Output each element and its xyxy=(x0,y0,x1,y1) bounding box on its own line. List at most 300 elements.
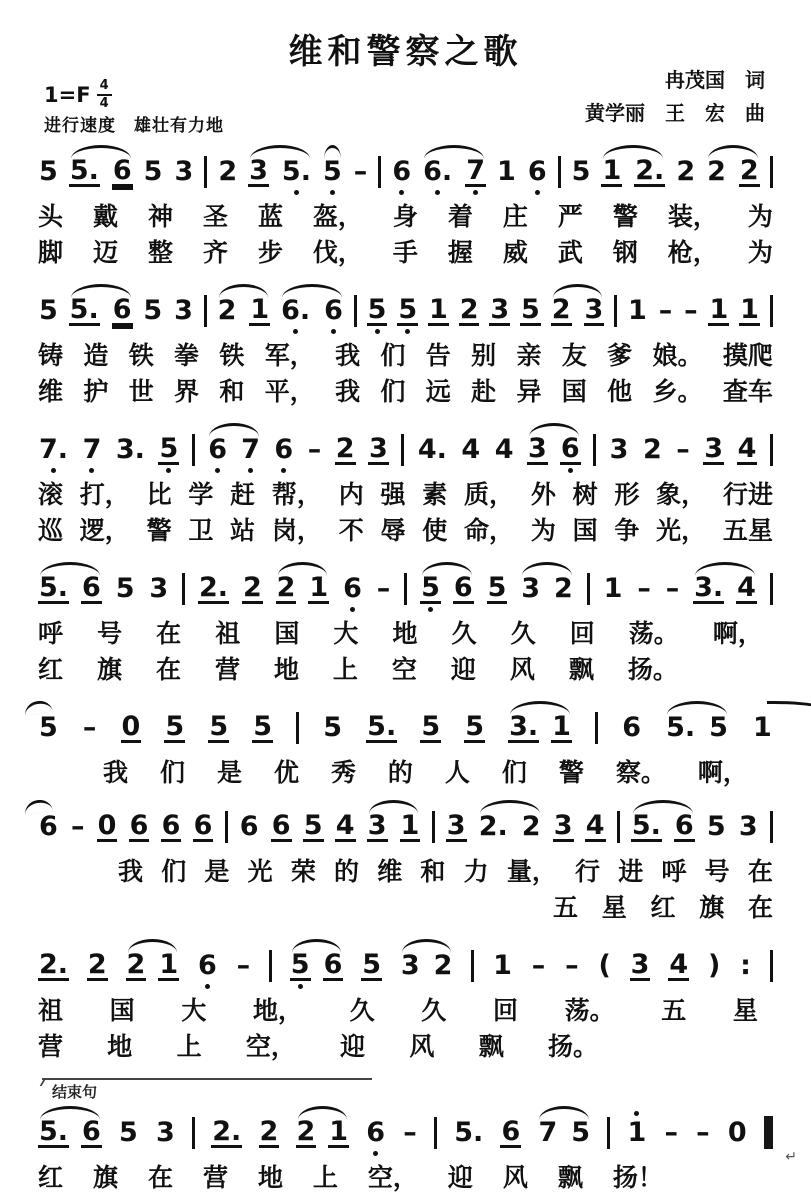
lyric-syllable: 我 xyxy=(118,858,144,886)
lyric-syllable: 荡。 xyxy=(564,997,615,1025)
note-number: 5 xyxy=(159,433,179,464)
note xyxy=(693,562,724,615)
barline xyxy=(595,712,598,744)
octave-dot-below xyxy=(215,465,220,476)
note-number: 5. xyxy=(666,712,696,743)
note xyxy=(492,939,513,992)
octave-dot-below xyxy=(473,187,478,198)
note-number: 7 xyxy=(241,434,260,465)
lyric-syllable: 光 xyxy=(247,858,273,886)
lyric-syllable: 优 xyxy=(273,759,299,787)
dot xyxy=(634,1111,639,1116)
note-number: 3 xyxy=(704,433,724,464)
note xyxy=(459,284,480,337)
lyric-row xyxy=(38,756,773,790)
note xyxy=(207,423,228,476)
note-number: 1 xyxy=(709,294,729,325)
lyric-syllable: 学 xyxy=(188,481,214,509)
note xyxy=(674,800,695,853)
note-number: – xyxy=(531,950,546,981)
note-number: 5 xyxy=(571,1117,591,1148)
lyric-syllable: 是 xyxy=(204,858,230,886)
note xyxy=(630,939,651,992)
lyric-syllable: 庄 xyxy=(502,203,528,231)
note-number: 6 xyxy=(274,434,294,465)
lyric-syllable: 友 xyxy=(561,342,587,370)
lyric-syllable: 的 xyxy=(387,759,413,787)
barline xyxy=(770,156,773,188)
octave-dot-below xyxy=(166,465,171,476)
note xyxy=(736,562,757,615)
barline xyxy=(192,1117,195,1149)
note xyxy=(663,1106,679,1159)
time-signature-numerator: 4 xyxy=(97,79,112,96)
lyric-syllable: 力 xyxy=(463,858,489,886)
barline xyxy=(617,811,620,843)
note xyxy=(259,1106,280,1159)
note xyxy=(239,800,260,853)
note xyxy=(527,423,548,476)
lyric-syllable: 祖 xyxy=(215,620,241,648)
lyric-syllable: 飘 xyxy=(557,1164,583,1192)
note-number: 2 xyxy=(707,156,726,187)
dot xyxy=(399,190,404,195)
note xyxy=(197,939,218,992)
note-number: – xyxy=(684,295,698,326)
notes-row xyxy=(38,284,773,337)
note xyxy=(402,1106,418,1159)
note-number: 2 xyxy=(554,573,573,604)
dot xyxy=(51,468,56,473)
octave-dot-below xyxy=(331,326,336,337)
lyric-syllable: 地 xyxy=(257,1164,283,1192)
note xyxy=(707,939,721,992)
lyric-syllable: 在 xyxy=(747,858,773,886)
system-2 xyxy=(38,284,773,409)
dot xyxy=(428,607,433,612)
note xyxy=(242,562,263,615)
note-number: – xyxy=(82,712,97,743)
note-number: 3 xyxy=(149,573,169,604)
lyric-syllable: 们 xyxy=(380,378,406,406)
note-number: 2 xyxy=(433,950,453,981)
note xyxy=(115,423,146,476)
note xyxy=(308,562,329,615)
octave-dot-below xyxy=(298,981,303,992)
note xyxy=(342,562,363,615)
note-number: 3 xyxy=(521,573,541,604)
note xyxy=(737,423,758,476)
dot xyxy=(205,984,210,989)
slur-group xyxy=(601,145,665,198)
lyric-syllable: 岗， xyxy=(271,517,322,545)
note-number: 5 xyxy=(571,156,591,187)
lyric-syllable: 迎 xyxy=(340,1033,366,1061)
lyric-syllable: 回 xyxy=(569,620,595,648)
lyric-row xyxy=(38,855,773,889)
slur-group xyxy=(520,562,574,615)
lyric-row xyxy=(38,617,773,651)
note-number: 6 xyxy=(82,1116,101,1147)
note xyxy=(38,800,59,853)
system-5 xyxy=(38,701,773,790)
barline xyxy=(434,1117,437,1149)
note-number: 5 xyxy=(119,1117,138,1148)
note-number: 6 xyxy=(208,434,228,465)
note-number: 5 xyxy=(421,711,441,742)
lyric-syllable: 地， xyxy=(252,997,303,1025)
note xyxy=(665,701,696,754)
dot xyxy=(435,190,440,195)
note xyxy=(708,701,729,754)
note-number: 6. xyxy=(281,295,311,326)
note-number: 5 xyxy=(115,573,135,604)
note xyxy=(683,284,699,337)
note-number: 4 xyxy=(494,434,514,465)
barline xyxy=(225,811,228,843)
barline xyxy=(204,156,207,188)
note-number: 6. xyxy=(423,156,453,187)
note xyxy=(417,423,448,476)
octave-dot-below xyxy=(248,465,253,476)
note xyxy=(658,284,674,337)
slur-group xyxy=(537,1106,591,1159)
dot xyxy=(350,607,355,612)
note xyxy=(428,284,449,337)
lyric-syllable: 军， xyxy=(264,342,315,370)
composer-credit: 黄学丽 王 宏 曲 xyxy=(585,103,765,125)
note xyxy=(675,145,696,198)
note-number: 2. xyxy=(199,572,229,603)
note xyxy=(551,701,572,754)
note xyxy=(487,562,508,615)
note xyxy=(465,145,486,198)
lyric-syllable: 啊， xyxy=(697,759,748,787)
note-number: 2. xyxy=(212,1116,242,1147)
dot xyxy=(215,468,220,473)
note xyxy=(400,800,421,853)
note-number: 6 xyxy=(392,156,412,187)
lyric-syllable: 量， xyxy=(506,858,557,886)
note-number: 1 xyxy=(552,711,571,742)
note xyxy=(38,562,69,615)
barline xyxy=(770,295,773,327)
lyric-syllable: 们 xyxy=(159,759,185,787)
note-number: – xyxy=(376,573,391,604)
note-number: 0 xyxy=(727,1117,747,1148)
lyric-syllable: 远 xyxy=(425,378,451,406)
note xyxy=(276,562,297,615)
note-number: 5 xyxy=(143,295,163,326)
slur-group xyxy=(248,145,312,198)
system-8 xyxy=(38,1078,773,1195)
note xyxy=(307,423,323,476)
slur-group xyxy=(38,1106,102,1159)
note-number: 1 xyxy=(753,712,772,743)
lyric-syllable: 五 xyxy=(553,894,579,922)
note-number: 6 xyxy=(39,811,58,842)
lyric-syllable: 警 xyxy=(558,759,584,787)
octave-dot-below xyxy=(51,465,56,476)
note xyxy=(97,800,118,853)
lyric-syllable: 地 xyxy=(107,1033,133,1061)
lyric-syllable: 形 xyxy=(614,481,640,509)
note-number: 1 xyxy=(740,294,759,325)
note xyxy=(38,701,59,754)
note-number: 2. xyxy=(39,949,69,980)
note-number: 5. xyxy=(69,294,99,325)
lyric-row xyxy=(38,653,773,687)
note-number: 3 xyxy=(249,155,268,186)
dot xyxy=(405,329,410,334)
note xyxy=(500,1106,521,1159)
lyric-row xyxy=(38,478,773,512)
lyric-syllable: 握 xyxy=(447,239,473,267)
notes-row xyxy=(38,423,773,476)
lyric-syllable: 营 xyxy=(202,1164,228,1192)
note xyxy=(81,562,102,615)
note xyxy=(155,1106,176,1159)
note-number: 3 xyxy=(553,810,573,841)
lyric-syllable: 使 xyxy=(422,517,448,545)
slur-group xyxy=(38,562,102,615)
note xyxy=(397,284,418,337)
note-number: 3. xyxy=(115,434,145,465)
lyric-syllable: 呼 xyxy=(661,858,687,886)
lyric-syllable: 地 xyxy=(392,620,418,648)
note xyxy=(564,939,580,992)
time-signature-denominator: 4 xyxy=(99,96,109,112)
note xyxy=(81,1106,102,1159)
note-number: 5. xyxy=(281,156,311,187)
lyric-syllable: 维 xyxy=(377,858,403,886)
slur-group xyxy=(207,423,261,476)
lyric-syllable: 扬。 xyxy=(627,656,678,684)
lyric-syllable: 告 xyxy=(425,342,451,370)
note xyxy=(271,800,292,853)
octave-dot-below xyxy=(350,604,355,615)
lyric-row xyxy=(38,200,773,234)
note-number: 5 xyxy=(487,572,507,603)
slur-group xyxy=(508,701,572,754)
note xyxy=(636,562,652,615)
lyric-syllable: 星 xyxy=(732,997,758,1025)
note xyxy=(626,1106,647,1159)
note-number: 2 xyxy=(259,1116,279,1147)
barline xyxy=(296,712,299,744)
lyric-syllable: 和 xyxy=(219,378,245,406)
note xyxy=(621,701,642,754)
slur-group xyxy=(126,939,180,992)
note-number: 5 xyxy=(362,949,382,980)
barline xyxy=(404,573,407,605)
lyric-syllable: 别 xyxy=(471,342,497,370)
note xyxy=(520,284,541,337)
credits xyxy=(585,65,765,131)
note xyxy=(422,145,453,198)
lyric-syllable: 枪， xyxy=(667,239,718,267)
lyric-syllable: 蓝 xyxy=(257,203,283,231)
note-number: 6 xyxy=(324,295,343,326)
note-number: 5 xyxy=(290,949,310,980)
note xyxy=(446,800,467,853)
lyric-syllable: 飘 xyxy=(568,656,594,684)
note xyxy=(752,701,773,754)
lyric-syllable: 他 xyxy=(607,378,633,406)
lyric-syllable: 旗 xyxy=(92,1164,118,1192)
note-number: 2 xyxy=(551,294,571,325)
note-number: 5. xyxy=(631,810,661,841)
note xyxy=(560,423,581,476)
lyric-syllable: 行进 xyxy=(722,481,773,509)
octave-dot-below xyxy=(399,187,404,198)
octave-dot-below xyxy=(89,465,94,476)
lyric-syllable: 在 xyxy=(147,1164,173,1192)
barline xyxy=(269,950,272,982)
octave-dot-below xyxy=(373,1148,378,1159)
lyric-syllable: 平， xyxy=(264,378,315,406)
note-number: 2 xyxy=(739,155,759,186)
note xyxy=(420,701,441,754)
note xyxy=(290,939,311,992)
slur-group xyxy=(693,562,757,615)
slur-group xyxy=(296,1106,350,1159)
header-meta xyxy=(44,70,771,141)
lyric-syllable: 爹 xyxy=(607,342,633,370)
note-number: 4 xyxy=(335,810,355,841)
lyric-syllable: 为 xyxy=(747,239,773,267)
lyric-syllable: 们 xyxy=(380,342,406,370)
note xyxy=(158,423,179,476)
lyric-syllable: 进 xyxy=(618,858,644,886)
octave-dot-below xyxy=(330,187,335,198)
lyric-syllable: 威 xyxy=(502,239,528,267)
dot xyxy=(331,329,336,334)
lyric-syllable: 风 xyxy=(509,656,535,684)
note-number: 1 xyxy=(329,1116,349,1147)
note xyxy=(335,423,356,476)
note-number: 1 xyxy=(497,156,516,187)
note-number: 2 xyxy=(335,433,355,464)
note-number: 2 xyxy=(217,295,237,326)
note-number: 5 xyxy=(303,810,323,841)
note xyxy=(460,423,481,476)
note xyxy=(323,284,344,337)
note-number: 3 xyxy=(630,949,650,980)
note xyxy=(38,145,59,198)
note xyxy=(376,562,392,615)
lyric-syllable: 世 xyxy=(128,378,154,406)
note-number: 2 xyxy=(276,572,296,603)
note xyxy=(420,562,441,615)
lyric-syllable: 国 xyxy=(572,517,598,545)
lyric-syllable: 警 xyxy=(612,203,638,231)
note-number: 6 xyxy=(112,155,132,186)
lyric-syllable: 红 xyxy=(38,656,64,684)
lyric-syllable: 风 xyxy=(502,1164,528,1192)
system-4 xyxy=(38,562,773,687)
lyric-row xyxy=(38,1030,773,1064)
note xyxy=(281,145,312,198)
dot xyxy=(330,190,335,195)
lyric-syllable: 着 xyxy=(447,203,473,231)
lyric-syllable: 地 xyxy=(273,656,299,684)
note-number: – xyxy=(236,950,251,981)
lyric-syllable: 铁 xyxy=(128,342,154,370)
note-number: – xyxy=(637,573,651,604)
note-number: 1 xyxy=(400,810,420,841)
lyric-syllable: 我 xyxy=(103,759,129,787)
octave-dot-below xyxy=(293,326,298,337)
lyric-syllable: 飘 xyxy=(478,1033,504,1061)
note xyxy=(70,800,86,853)
note xyxy=(496,145,517,198)
lyric-syllable: 五 xyxy=(661,997,687,1025)
lyric-syllable: 呼 xyxy=(38,620,64,648)
slur-group xyxy=(322,145,343,198)
note xyxy=(115,562,136,615)
note xyxy=(38,284,59,337)
lyric-syllable: 在 xyxy=(156,620,182,648)
note xyxy=(703,423,724,476)
note-number: 3 xyxy=(400,950,420,981)
note xyxy=(464,701,485,754)
note-number: 5. xyxy=(39,572,69,603)
lyric-syllable: 武 xyxy=(557,239,583,267)
lyric-syllable: 警 xyxy=(146,517,172,545)
note-number: 1 xyxy=(309,572,329,603)
lyric-syllable: 营 xyxy=(214,656,240,684)
lyric-syllable: 命， xyxy=(464,517,515,545)
note xyxy=(328,1106,349,1159)
note-number: 1 xyxy=(493,950,512,981)
note xyxy=(252,701,273,754)
note xyxy=(478,800,509,853)
note xyxy=(69,284,100,337)
note-number: 0 xyxy=(97,810,117,841)
barline xyxy=(182,573,185,605)
lyric-syllable: 打， xyxy=(79,481,130,509)
slur-group xyxy=(217,284,271,337)
lyric-syllable: 造 xyxy=(83,342,109,370)
lyric-syllable: 比 xyxy=(146,481,172,509)
lyric-syllable: 是 xyxy=(216,759,242,787)
barline xyxy=(192,434,195,466)
lyric-syllable: 久 xyxy=(349,997,375,1025)
lyric-syllable: 伐， xyxy=(312,239,363,267)
note-number: 6 xyxy=(366,1117,386,1148)
slur-group xyxy=(706,145,760,198)
note xyxy=(601,145,622,198)
slur-group xyxy=(69,284,133,337)
lyric-row xyxy=(38,514,773,548)
barline xyxy=(607,1117,610,1149)
lyric-syllable: 上 xyxy=(312,1164,338,1192)
dot xyxy=(293,329,298,334)
lyric-row xyxy=(38,236,773,270)
note xyxy=(236,939,252,992)
note xyxy=(249,284,270,337)
lyric-syllable: 质， xyxy=(464,481,515,509)
note-number: 5 xyxy=(706,811,726,842)
note xyxy=(531,939,547,992)
lyric-syllable: 圣 xyxy=(202,203,228,231)
lyric-syllable: 行 xyxy=(575,858,601,886)
lyric-syllable: 秀 xyxy=(330,759,356,787)
note xyxy=(631,800,662,853)
note-number: 3 xyxy=(584,294,604,325)
system-1 xyxy=(38,145,773,270)
